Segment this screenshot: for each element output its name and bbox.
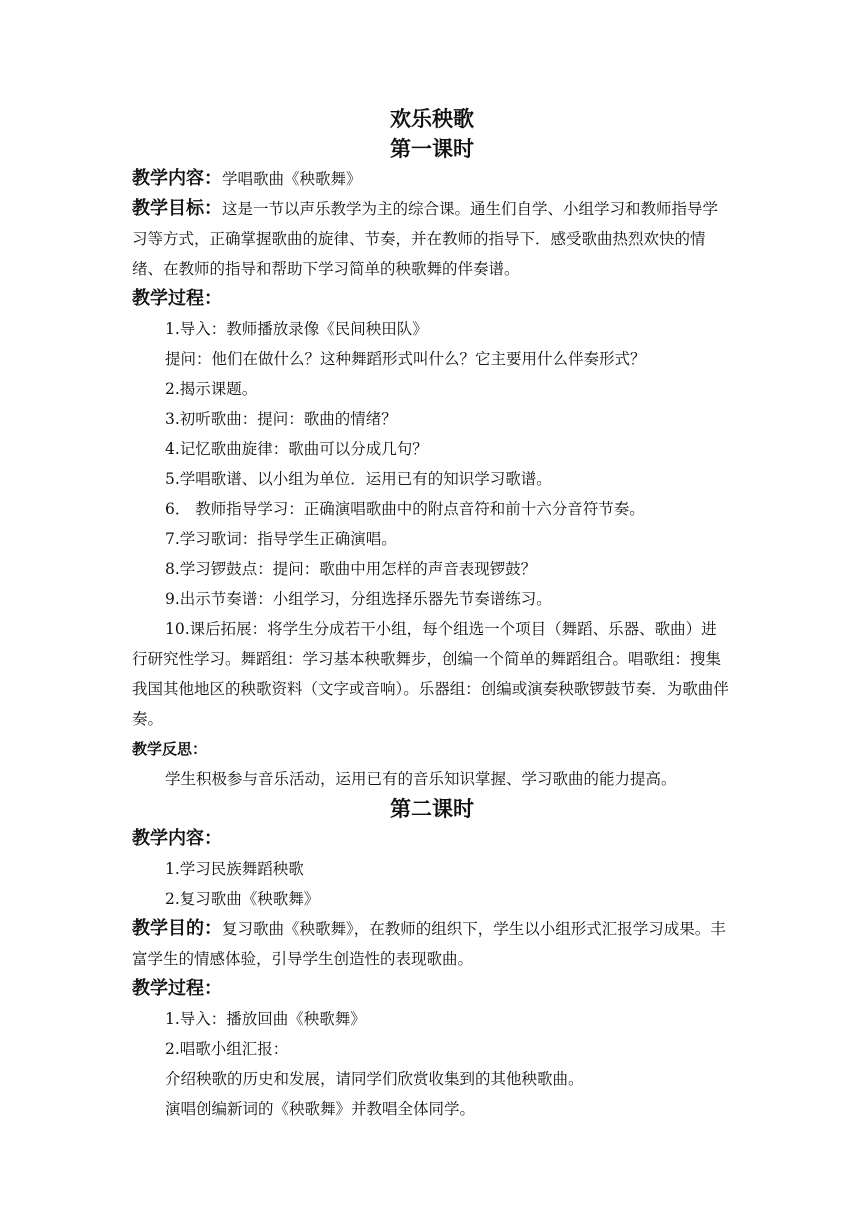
lesson-1-content [132,164,732,194]
step-item: 5.学唱歌谱、以小组为单位．运用已有的知识学习歌谱。 [165,470,552,488]
step-item: 3.初听歌曲：提问：歌曲的情绪？ [165,410,397,428]
lesson-2-heading: 第二课时 [390,797,474,821]
goal-text: 复习歌曲《秧歌舞》，在教师的组织下，学生以小组形式汇报学习成果。丰富学生的情感体验，引导学生创造性的表现歌曲。 [132,920,726,968]
step-item: 9.出示节奏谱：小组学习，分组选择乐器先节奏谱练习。 [165,590,552,608]
lesson-2-process-label [132,974,732,1004]
step-item: 1.导入：播放回曲《秧歌舞》 [165,1010,366,1028]
step-item: 6． 教师指导学习：正确演唱歌曲中的附点音符和前十六分音符节奏。 [165,500,645,518]
reflection-label: 教学反思： [132,740,208,758]
step-item: 2.唱歌小组汇报： [165,1040,289,1058]
step-item: 1.导入：教师播放录像《民间秧田队》 [165,320,428,338]
lesson-1-heading: 第一课时 [390,137,474,161]
content-item: 1.学习民族舞蹈秧歌 [165,860,304,878]
process-label: 教学过程： [132,288,222,309]
content-label: 教学内容： [132,168,222,189]
lesson-2-goal [132,914,732,974]
step-item: 7.学习歌词：指导学生正确演唱。 [165,530,397,548]
goal-label: 教学目标： [132,198,222,219]
process-label: 教学过程： [132,978,222,999]
content-text: 学唱歌曲《秧歌舞》 [222,170,362,188]
step-item: 2.揭示课题。 [165,380,258,398]
goal-label: 教学目的： [132,918,222,939]
step-item: 8.学习锣鼓点：提问：歌曲中用怎样的声音表现锣鼓？ [165,560,537,578]
lesson-2-content-label [132,824,732,854]
lesson-1-goal [132,194,732,284]
reflection-text: 学生积极参与音乐活动，运用已有的音乐知识掌握、学习歌曲的能力提高。 [165,770,677,788]
lesson-1-process-label [132,284,732,314]
document-body [132,104,732,1124]
content-label: 教学内容： [132,828,222,849]
lesson-1-reflection-label [132,734,732,764]
document-title: 欢乐秧歌 [390,107,474,131]
content-item: 2.复习歌曲《秧歌舞》 [165,890,320,908]
step-item: 演唱创编新词的《秧歌舞》并教唱全体同学。 [165,1100,476,1118]
step-item-extension: 10.课后拓展：将学生分成若干小组，每个组选一个项目（舞蹈、乐器、歌曲）进行研究性学习。舞蹈组：学习基本秧歌舞步，创编一个简单的舞蹈组合。唱歌组：搜集我国其他地区的秧歌资料（文字或音响）。乐器组：创编或演奏秧歌锣鼓节奏．为歌曲伴奏。 [132,620,729,728]
step-item: 介绍秧歌的历史和发展，请同学们欣赏收集到的其他秧歌曲。 [165,1070,584,1088]
step-item: 提问：他们在做什么？这种舞蹈形式叫什么？它主要用什么伴奏形式？ [165,350,646,368]
goal-text: 这是一节以声乐教学为主的综合课。通生们自学、小组学习和教师指导学习等方式，正确掌握歌曲的旋律、节奏，并在教师的指导下．感受歌曲热烈欢快的情绪、在教师的指导和帮助下学习简单的秧歌舞的伴奏谱。 [132,200,719,278]
step-item: 4.记忆歌曲旋律：歌曲可以分成几句？ [165,440,428,458]
